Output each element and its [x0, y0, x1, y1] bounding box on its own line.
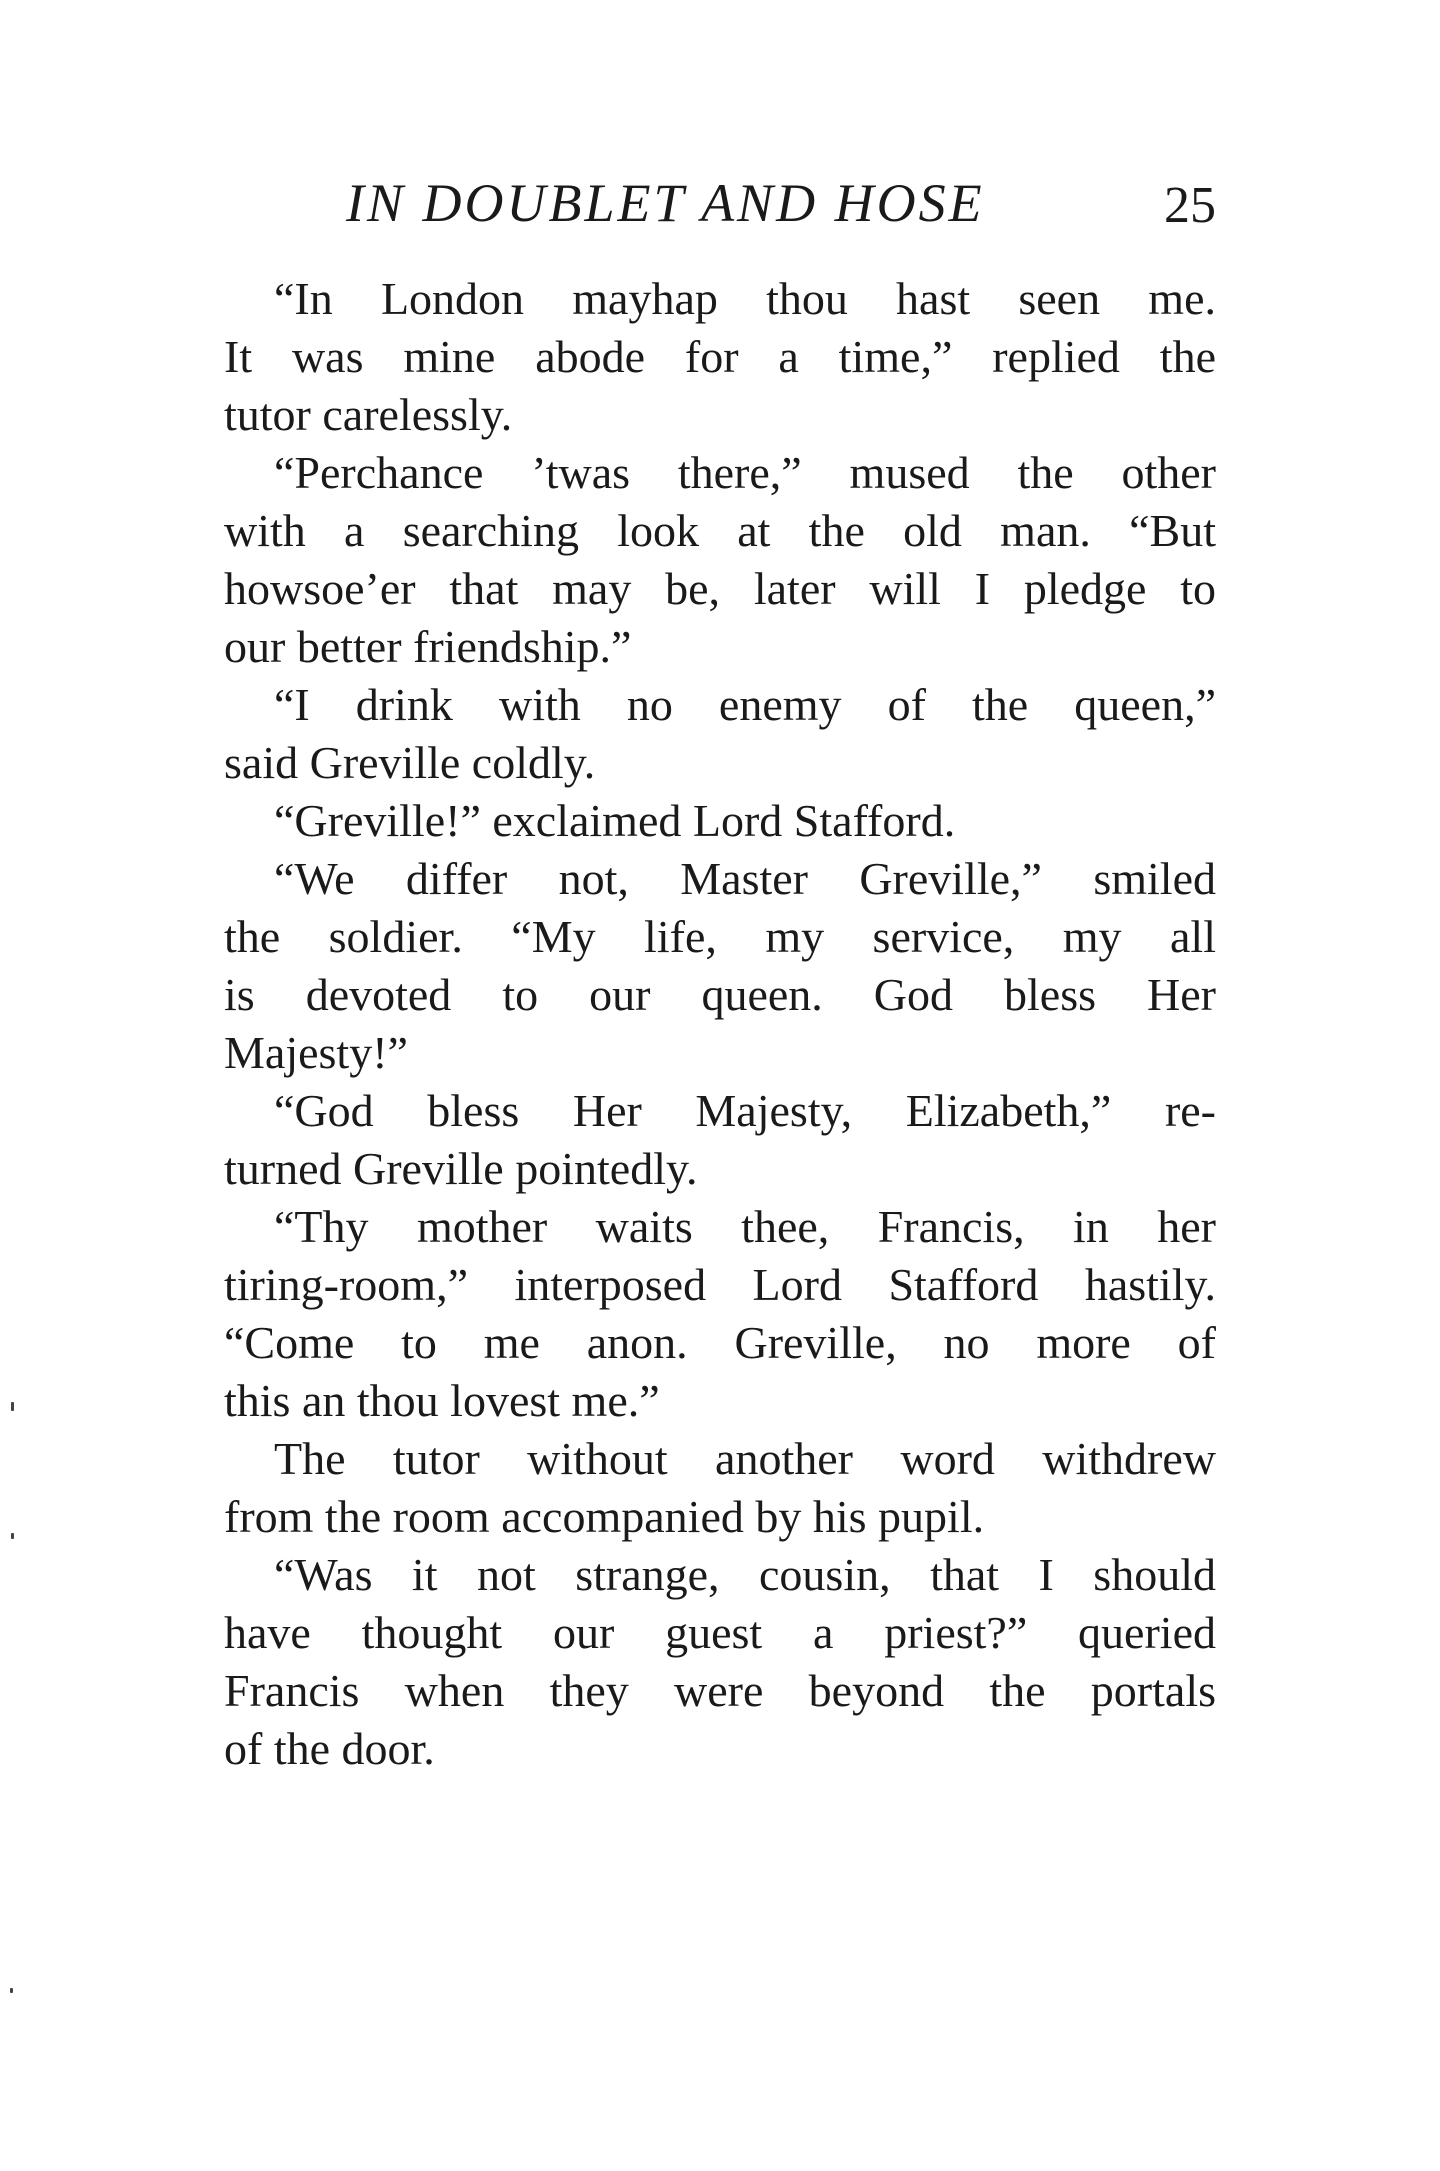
text-line: from the room accompanied by his pupil.	[224, 1491, 985, 1542]
text-line: “Was it not strange, cousin, that I should	[274, 1549, 1216, 1600]
text-line: “God bless Her Majesty, Elizabeth,” re-	[274, 1085, 1216, 1136]
page-number: 25	[1164, 177, 1216, 234]
scan-speck	[11, 1533, 14, 1539]
scan-speck	[10, 1988, 13, 1993]
text-line: “I drink with no enemy of the queen,”	[274, 679, 1216, 730]
text-line: is devoted to our queen. God bless Her	[224, 969, 1216, 1020]
text-line: “We differ not, Master Greville,” smiled	[274, 853, 1216, 904]
running-title: IN DOUBLET AND HOSE	[346, 173, 985, 233]
text-line: tutor carelessly.	[224, 389, 513, 440]
text-line: “Greville!” exclaimed Lord Stafford.	[274, 795, 956, 846]
text-line: turned Greville pointedly.	[224, 1143, 698, 1194]
text-line: this an thou lovest me.”	[224, 1375, 660, 1426]
running-head	[224, 168, 1216, 248]
text-line: The tutor without another word withdrew	[274, 1433, 1216, 1484]
text-line: “Thy mother waits thee, Francis, in her	[274, 1201, 1216, 1252]
text-line: tiring-room,” interposed Lord Stafford hastily.	[224, 1259, 1216, 1310]
text-line: of the door.	[224, 1723, 435, 1774]
body-text	[224, 270, 1216, 1778]
text-line: howsoe’er that may be, later will I pledge to	[224, 563, 1216, 614]
text-line: “Perchance ’twas there,” mused the other	[274, 447, 1216, 498]
text-line: “In London mayhap thou hast seen me.	[274, 273, 1216, 324]
scan-speck	[11, 1402, 14, 1411]
text-line: Majesty!”	[224, 1027, 408, 1078]
text-line: said Greville coldly.	[224, 737, 596, 788]
text-line: It was mine abode for a time,” replied the	[224, 331, 1216, 382]
text-line: the soldier. “My life, my service, my all	[224, 911, 1216, 962]
text-line: “Come to me anon. Greville, no more of	[224, 1317, 1216, 1368]
text-line: our better friendship.”	[224, 621, 632, 672]
text-line: with a searching look at the old man. “But	[224, 505, 1216, 556]
text-line: have thought our guest a priest?” queried	[224, 1607, 1216, 1658]
text-line: Francis when they were beyond the portals	[224, 1665, 1216, 1716]
